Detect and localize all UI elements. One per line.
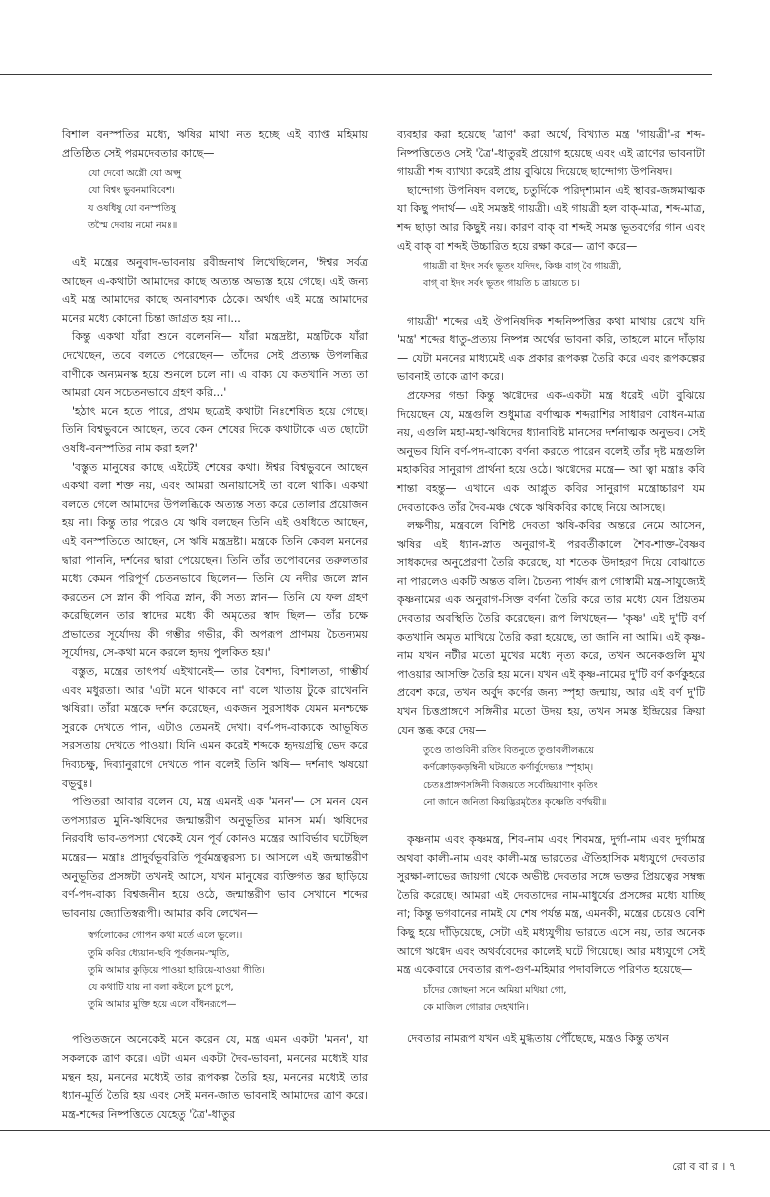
verse-line: চেতঃপ্রাঙ্গণসঙ্গিনী বিজয়তে সর্বেন্দ্রিয়াণাং কৃতিং bbox=[423, 779, 598, 791]
bengali-verse bbox=[423, 982, 705, 1016]
paragraph: পণ্ডিতরা আবার বলেন যে, মন্ত্র এমনই এক 'মনন'— সে মনন যেন তপস্যারত মুনি-ঋষিদের জন্মান্তরীণ অনুভূতির মানস মর্ম। ঋষিদের নিরবধি ভাব-তপস্যা থেকেই যেন পূর্ব কোনও মন্ত্রের আবির্ভাব ঘটেছিল মন্ত্রের— মন্ত্রাঃ প্রাদুর্বভূবরিতি পূর্বমন্ত্রত্বরস্য চ। আসলে এই জন্মান্তরীণ অনুভূতির প্রসঙ্গটা তখনই আসে, যখন মানুষের ব্যক্তিগত স্তর ছাড়িয়ে বর্ণ-পদ-বাক্য বিশ্বজনীন হয়ে ওঠে, জন্মান্তরীণ ভাব সেখানে শব্দের ভাবনায় জ্যোতিস্বরূপী। আমার কবি লেখেন— bbox=[62, 795, 368, 920]
header-rule bbox=[0, 74, 712, 75]
paragraph: পণ্ডিতজনে অনেকেই মনে করেন যে, মন্ত্র এমন একটা 'মনন', যা সকলকে ত্রাণ করে। এটা এমন একটা দৈব-ভাবনা, মননের মধ্যেই যার মন্থন হয়, মননের মধ্যেই তার রূপকল্প তৈরি হয়, মননের মধ্যেই তার ধ্যান-মূর্তি তৈরি হয় এবং সেই মনন-জাত ভাবনাই আমাদের ত্রাণ করে। মন্ত্র-শব্দের নিষ্পত্তিতে যেহেতু 'ত্রৈ'-ধাতুর bbox=[62, 1033, 368, 1121]
verse-line: বাগ্ বা ইদং সর্বং ভূতং গায়তি চ ত্রায়তে চ। bbox=[423, 278, 580, 290]
verse-line: স্বর্গলোকের গোপন কথা মর্তে এলে ভুলে।। bbox=[88, 930, 243, 942]
paragraph: বিশাল বনস্পতির মধ্যে, ঋষির মাথা নত হচ্ছে এই ব্যাপ্ত মহিমায় প্রতিষ্ঠিত সেই পরমদেবতার কাছে— bbox=[62, 128, 368, 160]
paragraph: লক্ষণীয়, মন্ত্রবলে বিশিষ্ট দেবতা ঋষি-কবির অন্তরে নেমে আসেন, ঋষির এই ধ্যান-স্নাত অনুরাগ-ই পরবর্তীকালে শৈব-শাক্ত-বৈষ্ণব সাধকদের অনুপ্রেরণা তৈরি করেছে, যা শতেক উদাহরণ দিয়ে বোঝাতে না পারলেও একটি অন্তত বলি। চৈতন্য পার্ষদ রূপ গোস্বামী মন্ত্র-সাযুজ্যেই কৃষ্ণনামের এক অনুরাগ-সিক্ত বর্ণনা তৈরি করে তার মধ্যে যেন প্রিয়তম দেবতার অবস্থিতি তৈরি করেছেন। রূপ লিখছেন— 'কৃষ্ণ' এই দু'টি বর্ণ কতখানি অমৃত মাখিয়ে তৈরি করা হয়েছে, তা জানি না আমি। এই কৃষ্ণ-নাম যখন নটীর মতো মুখের মধ্যে নৃত্য করে, তখন অনেকগুলি মুখ পাওয়ার আসক্তি তৈরি হয় মনে। যখন এই কৃষ্ণ-নামের দু'টি বর্ণ কর্ণকুহরে প্রবেশ করে, তখন অর্বুদ কর্ণের জন্য স্পৃহা জন্মায়, আর এই বর্ণ দু'টি যখন চিত্তপ্রাঙ্গণে সঙ্গিনীর মতো উদয় হয়, তখন সমস্ত ইন্দ্রিয়ের ক্রিয়া যেন স্তব্ধ করে দেয়— bbox=[397, 519, 705, 737]
paragraph: কৃষ্ণনাম এবং কৃষ্ণমন্ত্র, শিব-নাম এবং শিবমন্ত্র, দুর্গা-নাম এবং দুর্গামন্ত্র অথবা কালী-নাম এবং কালী-মন্ত্র ভারতের ঐতিহাসিক মধ্যযুগে দেবতার সুরক্ষা-লাভের জায়গা থেকে অভীষ্ট দেবতার সঙ্গে ভক্তর প্রিয়ত্বের সম্বন্ধ তৈরি করেছে। আমরা এই দেবতাদের নাম-মাধুর্যের প্রসঙ্গের মধ্যে যাচ্ছি না; কিন্তু ভগবানের নামই যে শেষ পর্যন্ত মন্ত্র, এমনকী, মন্ত্রের চেয়েও বেশি কিছু হয়ে দাঁড়িয়েছে, সেটা এই মধ্যযুগীয় ভারতে এসে নয়, তার অনেক আগে ঋগ্বেদ এবং অথর্ববেদের কালেই ঘটে গিয়েছে। আর মধ্যযুগে সেই মন্ত্র একেবারে দেবতার রূপ-গুণ-মহিমার পদাবলিতে পরিণত হয়েছে— bbox=[397, 833, 705, 977]
paragraph: কিন্তু একথা যাঁরা শুনে বলেননি— যাঁরা মন্ত্রদ্রষ্টা, মন্ত্রটিকে যাঁরা দেখেছেন, তবে বলতে পেরেছেন— তাঁদের সেই প্রত্যক্ষ উপলব্ধির বাণীকে অন্যমনস্ক হয়ে শুনলে চলে না। এ বাক্য যে কতখানি সত্য তা আমরা যেন সচেতনভাবে গ্রহণ করি...' bbox=[62, 330, 368, 400]
sanskrit-verse bbox=[423, 258, 705, 292]
verse-line: যে কথাটি যায় না বলা কইলে চুপে চুপে, bbox=[88, 981, 234, 993]
paragraph: 'হঠাৎ মনে হতে পারে, প্রথম ছত্রেই কথাটা নিঃশেষিত হয়ে গেছে। তিনি বিশ্বভুবনে আছেন, তবে কেন শেষের দিকে কথাটাকে এত ছোটো ওষধি-বনস্পতির নাম করা হল?' bbox=[62, 404, 368, 455]
paragraph: গায়ত্রী' শব্দের এই ঔপনিষদিক শব্দনিষ্পত্তির কথা মাথায় রেখে যদি 'মন্ত্র' শব্দের ধাতু-প্রত্যয় নিষ্পন্ন অর্থের ভাবনা করি, তাহলে মানে দাঁড়ায়— যেটা মননের মাধ্যমেই এক প্রকার রূপকল্প তৈরি করে এবং রূপকল্পের ভাবনাই তাকে ত্রাণ করে। bbox=[397, 314, 705, 384]
verse-line: তুমি আমার মুক্তি হয়ে এলে বাঁধনরূপে— bbox=[88, 999, 237, 1011]
verse-line: তুমি আমার কুড়িয়ে পাওয়া হারিয়ে-যাওয়া গীতি। bbox=[88, 964, 265, 976]
paragraph: প্রফেসর গন্ডা কিন্তু ঋগ্বেদের এক-একটা মন্ত্র ধরেই এটা বুঝিয়ে দিয়েছেন যে, মন্ত্রগুলি শুধুমাত্র বর্ণাত্মক শব্দরাশির সাধারণ বোধন-মাত্র নয়, এগুলি মহা-মহা-ঋষিদের ধ্যানাবিষ্ট মানসের দর্শনাত্মক অনুভব। সেই অনুভব যিনি বর্ণ-পদ-বাক্যে বর্ণনা করতে পারেন বলেই তাঁর দৃষ্ট মন্ত্রগুলি মহাকবির সানুরাগ প্রার্থনা হয়ে ওঠে। ঋগ্বেদের মন্ত্রে— আ ত্বা মন্ত্রাঃ কবি শান্তা বহন্তু— এখানে এক আপ্লুত কবির সানুরাগ মন্ত্রোচ্চারণ যম দেবতাকেও তাঁর দৈব-মঞ্চ থেকে ঋষিকবির কাছে নিয়ে আসছে। bbox=[397, 388, 705, 514]
verse-line: নো জানে জনিতা কিয়দ্ভিরমৃতৈঃ কৃষ্ণেতি বর্ণদ্বয়ী॥ bbox=[423, 796, 607, 808]
bengali-verse bbox=[88, 927, 368, 1013]
paragraph: বস্তুত, মন্ত্রের তাৎপর্য এইখানেই— তার বৈশদ্য, বিশালতা, গাম্ভীর্য এবং মধুরতা। আর 'এটা মনে থাকবে না' বলে খাতায় টুকে রাখেননি ঋষিরা। তাঁরা মন্ত্রকে দর্শন করেছেন, একজন সুরসাধক যেমন মনশ্চক্ষে সুরকে দেখতে পান, এটাও তেমনই দেখা। বর্ণ-পদ-বাক্যকে আভূষিত সরসতায় দেখতে পাওয়া। যিনি এমন করেই শব্দকে হৃদয়গ্রন্থি ভেদ করে দিব্যচক্ষু, দিব্যানুরাগে দেখতে পান বলেই তিনি ঋষি— দর্শনাৎ ঋষয়ো বভূবুঃ। bbox=[62, 665, 368, 790]
footer-rule bbox=[0, 1130, 770, 1131]
verse-line: তুণ্ডে তাণ্ডবিনী রতিং বিতনুতে তুণ্ডাবলীলব্ধয়ে bbox=[423, 745, 594, 757]
verse-line: য ওষধিষু যো বনস্পতিষু bbox=[88, 202, 176, 214]
sanskrit-verse bbox=[423, 742, 705, 811]
verse-line: তস্মৈ দেবায় নমো নমঃ॥ bbox=[88, 219, 178, 231]
verse-line: যো দেবো অগ্নৌ যো অপ্সু bbox=[88, 168, 182, 180]
paragraph: দেবতার নামরূপ যখন এই মুগ্ধতায় পৌঁছেছে, মন্ত্রও কিন্তু তখন bbox=[407, 1032, 669, 1046]
sanskrit-verse bbox=[88, 165, 368, 234]
verse-line: কে মাজিল গোরার দেহখানি। bbox=[423, 1001, 529, 1013]
article-column-right bbox=[397, 126, 705, 1049]
page-footer: রো ব বা র । ৭ bbox=[672, 1160, 736, 1173]
verse-line: তুমি কবির ধ্যেয়ান-ছবি পূর্বজনম-স্মৃতি, bbox=[88, 947, 230, 959]
paragraph: 'বস্তুত মানুষের কাছে এইটেই শেষের কথা। ঈশ্বর বিশ্বভুবনে আছেন একথা বলা শক্ত নয়, এবং আমরা অনায়াসেই তা বলে থাকি। একথা বলতে গেলে আমাদের উপলব্ধিকে অত্যন্ত সত্য করে তোলার প্রয়োজন হয় না। কিন্তু তার পরেও যে ঋষি বলছেন তিনি এই ওষধিতে আছেন, এই বনস্পতিতে আছেন, সে ঋষি মন্ত্রদ্রষ্টা। মন্ত্রকে তিনি কেবল মননের দ্বারা পাননি, দর্শনের দ্বারা পেয়েছেন। তিনি তাঁর তপোবনের তরুলতার মধ্যে কেমন পরিপূর্ণ চেতনভাবে ছিলেন— তিনি যে নদীর জলে স্নান করতেন সে স্নান কী পবিত্র স্নান, কী সত্য স্নান— তিনি যে ফল গ্রহণ করেছিলেন তার স্বাদের মধ্যে কী অমৃতের স্বাদ ছিল— তাঁর চক্ষে প্রভাতের সূর্যোদয় কী গম্ভীর গভীর, কী অপরূপ প্রাণময় চৈতন্যময় সূর্যোদয়, সে-কথা মনে করলে হৃদয় পুলকিত হয়।' bbox=[62, 460, 368, 660]
verse-line: গায়ত্রী বা ইদং সর্বং ভূতং যদিদং, কিঞ্চ বাগ্ বৈ গায়ত্রী, bbox=[423, 261, 622, 273]
verse-line: চাঁদের জোছনা সনে অমিয়া মথিয়া গো, bbox=[423, 984, 567, 996]
verse-line: কর্ণক্রোড়কড়ম্বিনী ঘটয়তে কর্ণার্বুদেভ্যঃ স্পৃহাম্। bbox=[423, 762, 594, 774]
paragraph: ব্যবহার করা হয়েছে 'ত্রাণ' করা অর্থে, বিখ্যাত মন্ত্র 'গায়ত্রী'-র শব্দ-নিষ্পত্তিতেও সেই 'ত্রৈ'-ধাতুরই প্রয়োগ হয়েছে এবং এই ত্রাণের ভাবনাটা গায়ত্রী শব্দ ব্যাখ্যা করেই প্রায় বুঝিয়ে দিয়েছে ছান্দোগ্য উপনিষদ। bbox=[397, 128, 705, 179]
paragraph: এই মন্ত্রের অনুবাদ-ভাবনায় রবীন্দ্রনাথ লিখেছিলেন, 'ঈশ্বর সর্বত্র আছেন এ-কথাটা আমাদের কাছে অত্যন্ত অভ্যস্ত হয়ে গেছে। এই জন্য এই মন্ত্র আমাদের কাছে অনাবশ্যক ঠেকে। অর্থাৎ এই মন্ত্রে আমাদের মনের মধ্যে কোনো চিন্তা জাগ্রত হয় না।... bbox=[62, 256, 368, 325]
verse-line: যো বিশ্বং ভুবনমাবিবেশ। bbox=[88, 185, 175, 197]
article-column-left bbox=[62, 126, 368, 1124]
paragraph: ছান্দোগ্য উপনিষদ বলছে, চতুর্দিকে পরিদৃশ্যমান এই স্থাবর-জঙ্গমাত্মক যা কিছু পদার্থ— এই সমস্তই গায়ত্রী। এই গায়ত্রী হল বাক্-মাত্র, শব্দ-মাত্র, শব্দ ছাড়া আর কিছুই নয়। কারণ বাক্ বা শব্দই সমস্ত ভূতবর্গের গান এবং এই বাক্ বা শব্দই উচ্চারিত হয়ে রক্ষা করে— ত্রাণ করে— bbox=[397, 183, 705, 253]
